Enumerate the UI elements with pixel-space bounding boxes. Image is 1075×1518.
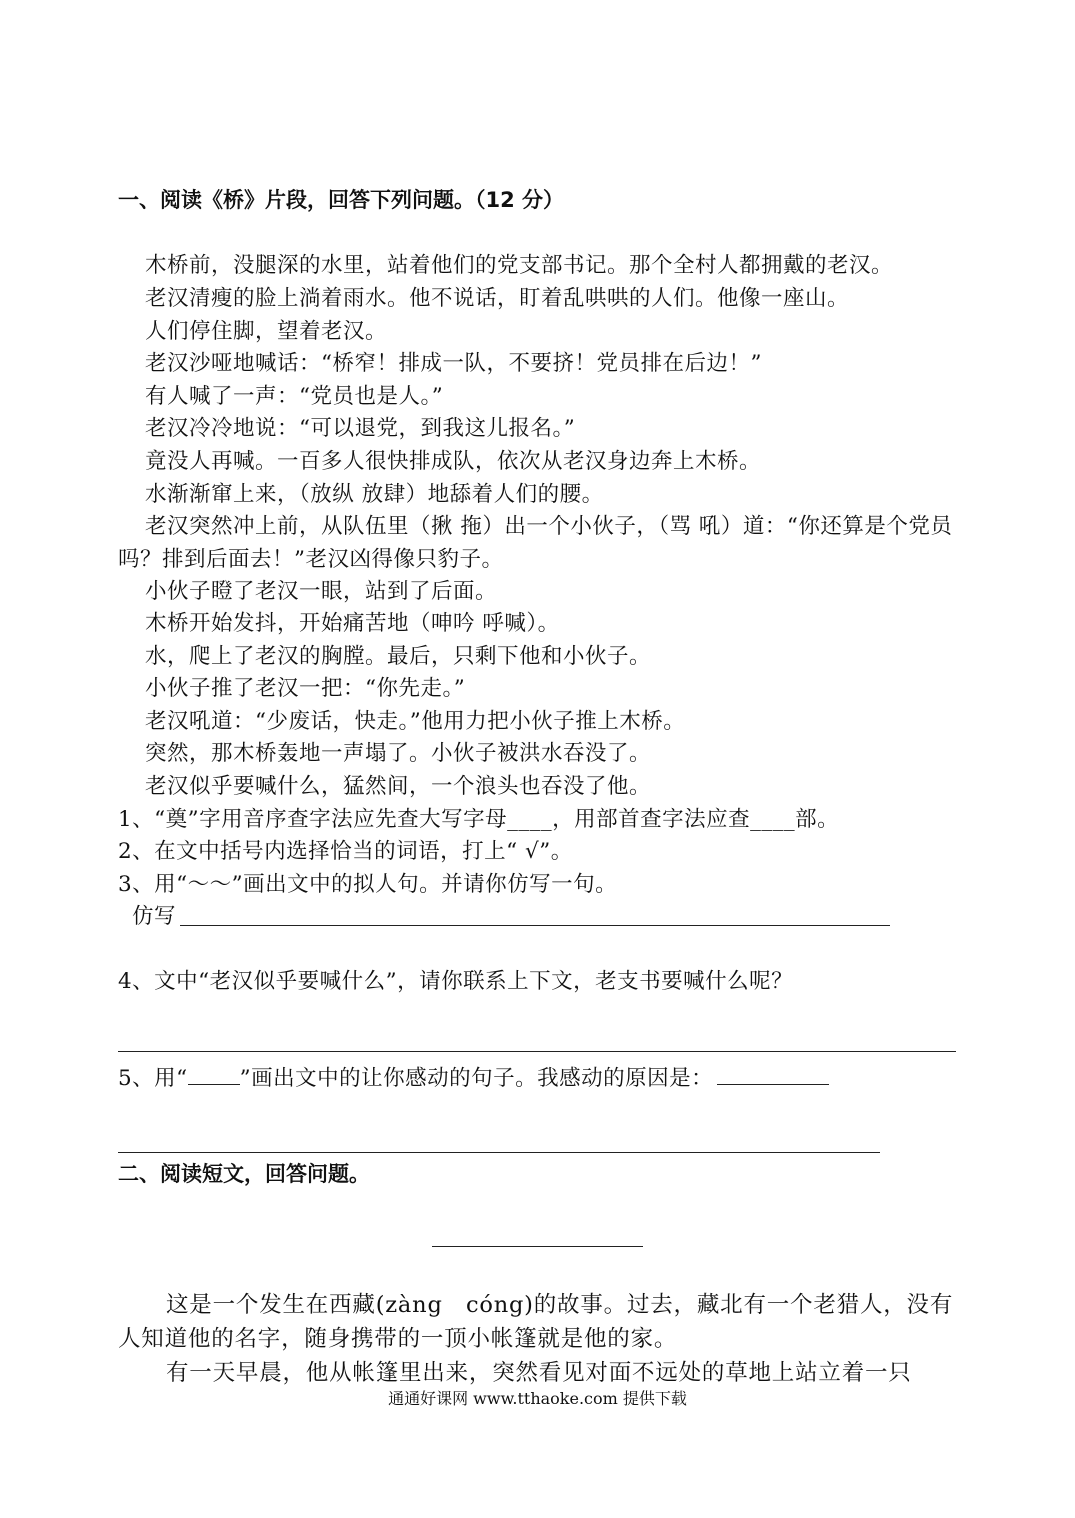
story-paragraph: 有一天早晨，他从帐篷里出来，突然看见对面不远处的草地上站立着一只 xyxy=(166,1360,912,1386)
passage-line: 老汉似乎要喊什么，猛然间，一个浪头也吞没了他。 xyxy=(145,774,652,799)
passage-line: 木桥开始发抖，开始痛苦地（呻吟 呼喊）。 xyxy=(145,611,560,636)
q5-reason-blank[interactable] xyxy=(717,1066,829,1085)
passage-line: 人们停住脚，望着老汉。 xyxy=(145,319,388,344)
passage-line: 小伙子推了老汉一把：“你先走。” xyxy=(145,676,466,701)
footer-credit: 通通好课网 www.tthaoke.com 提供下载 xyxy=(388,1389,687,1408)
passage-line: 水，爬上了老汉的胸膛。最后，只剩下他和小伙子。 xyxy=(145,644,652,669)
passage-line: 有人喊了一声：“党员也是人。” xyxy=(145,384,444,409)
passage-line-wrapped: 老汉突然冲上前，从队伍里（揪 拖）出一个小伙子，（骂 吼）道：“你还算是个党员吗？排到后面去！”老汉凶得像只豹子。 xyxy=(118,514,953,572)
section1-heading: 一、阅读《桥》片段，回答下列问题。（12 分） xyxy=(118,188,565,212)
passage-line: 小伙子瞪了老汉一眼，站到了后面。 xyxy=(145,579,498,604)
passage-line: 竟没人再喊。一百多人很快排成队，依次从老汉身边奔上木桥。 xyxy=(145,449,762,474)
passage-line: 突然，那木桥轰地一声塌了。小伙子被洪水吞没了。 xyxy=(145,741,652,766)
passage-line: 水渐渐窜上来，（放纵 放肆）地舔着人们的腰。 xyxy=(145,482,604,507)
q5-marker-blank xyxy=(188,1066,240,1085)
passage-line: 老汉清瘦的脸上淌着雨水。他不说话，盯着乱哄哄的人们。他像一座山。 xyxy=(145,286,850,311)
q5-suffix: ”画出文中的让你感动的句子。我感动的原因是： xyxy=(239,1066,714,1091)
q4-answer-line[interactable] xyxy=(118,1051,956,1052)
question-1: 1、“奠”字用音序查字法应先查大写字母____，用部首查字法应查____部。 xyxy=(118,807,840,832)
q5-prefix: 5、用“ xyxy=(118,1066,188,1091)
imitation-answer-line[interactable] xyxy=(180,925,890,926)
passage-line: 老汉冷冷地说：“可以退党，到我这儿报名。” xyxy=(145,416,576,441)
story-paragraph: 这是一个发生在西藏(zàng cóng)的故事。过去，藏北有一个老猎人，没有人知道他的名字，随身携带的一顶小帐篷就是他的家。 xyxy=(118,1292,954,1352)
q5-answer-line[interactable] xyxy=(118,1152,880,1153)
story-title-blank[interactable] xyxy=(432,1246,643,1247)
imitation-label: 仿写 xyxy=(132,904,177,929)
passage-line: 老汉吼道：“少废话，快走。”他用力把小伙子推上木桥。 xyxy=(145,709,686,734)
question-2: 2、在文中括号内选择恰当的词语，打上“ √”。 xyxy=(118,839,573,864)
question-3: 3、用“～～”画出文中的拟人句。并请你仿写一句。 xyxy=(118,872,618,897)
question-5 xyxy=(118,1065,829,1093)
passage-line: 老汉沙哑地喊话：“桥窄！排成一队，不要挤！党员排在后边！” xyxy=(145,351,762,376)
section2-heading: 二、阅读短文，回答问题。 xyxy=(118,1162,370,1186)
passage-line: 木桥前，没腿深的水里，站着他们的党支部书记。那个全村人都拥戴的老汉。 xyxy=(145,253,894,278)
question-4: 4、文中“老汉似乎要喊什么”，请你联系上下文，老支书要喊什么呢？ xyxy=(118,969,794,994)
